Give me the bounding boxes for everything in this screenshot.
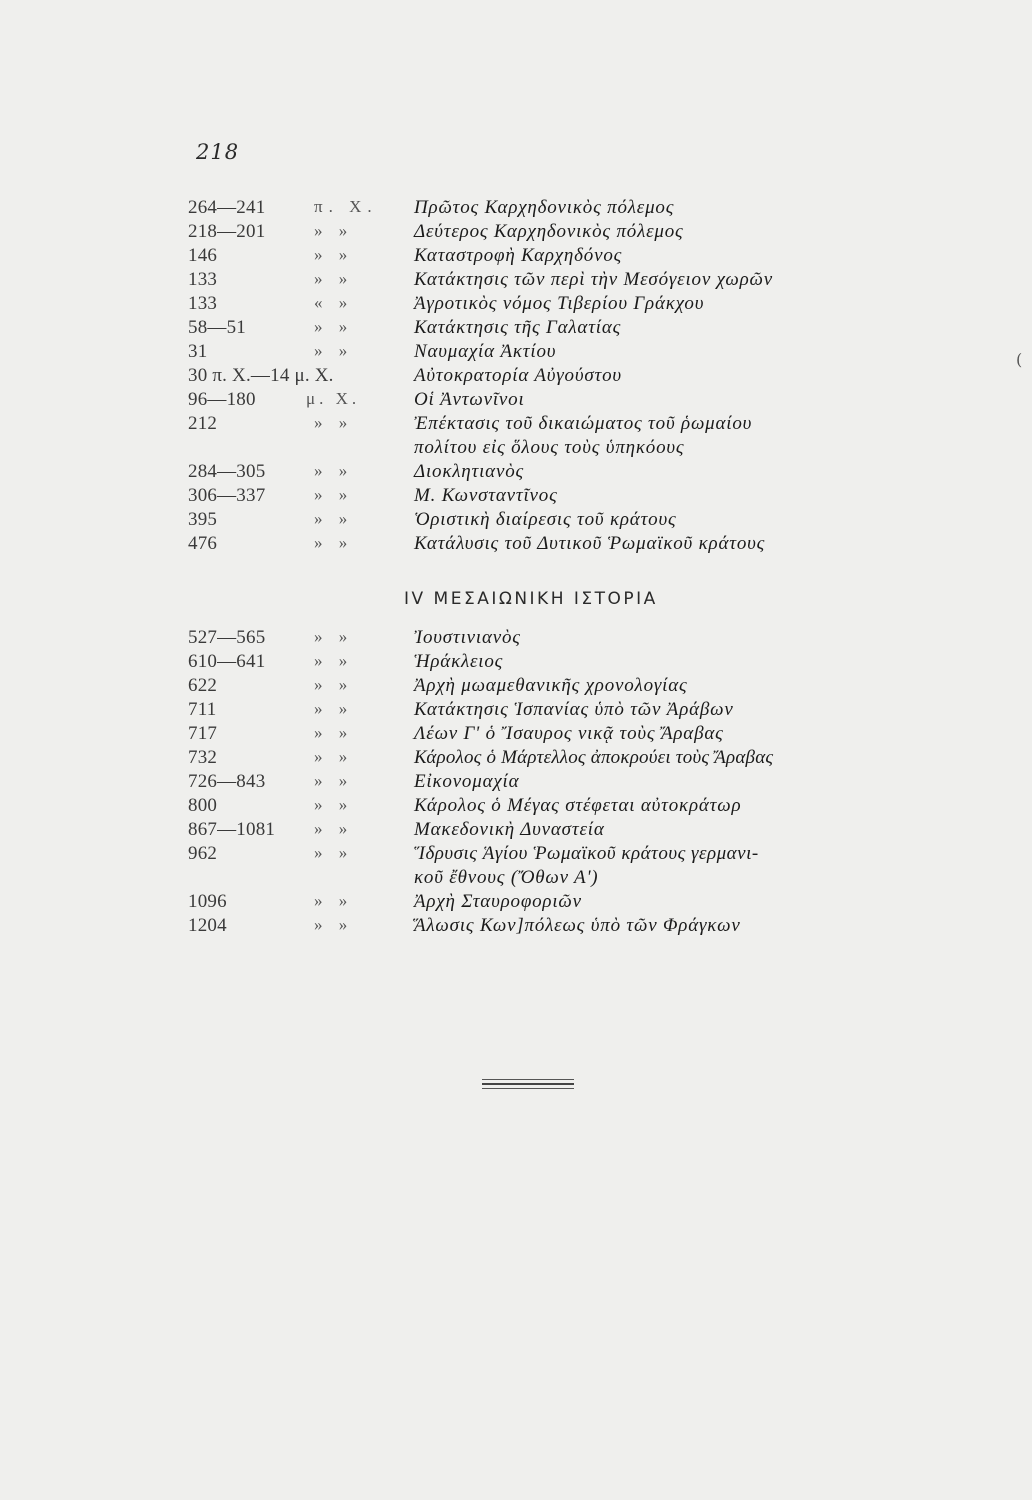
row-event: Ἐπέκτασις τοῦ δικαιώματος τοῦ ῥωμαίου — [414, 413, 753, 434]
row-era: » » — [314, 413, 354, 432]
row-date: 800 — [188, 795, 218, 816]
row-event: Κάρολος ὁ Μάρτελλος ἀποκρούει τοὺς Ἄραβας — [414, 747, 774, 768]
row-era: » » — [314, 819, 354, 838]
row-event: Κάρολος ὁ Μέγας στέφεται αὐτοκράτωρ — [414, 795, 742, 816]
chronology-row — [0, 843, 1032, 891]
row-event: Κατάκτησις τῶν περὶ τὴν Μεσόγειον χωρῶν — [414, 269, 773, 290]
chronology-row — [0, 485, 1032, 509]
row-era: » » — [314, 269, 354, 288]
row-era: μ. Χ. — [306, 389, 361, 408]
chronology-row — [0, 365, 1032, 389]
row-date: 610—641 — [188, 651, 266, 672]
row-date: 284—305 — [188, 461, 266, 482]
chronology-row — [0, 723, 1032, 747]
row-era: » » — [314, 221, 354, 240]
chronology-row — [0, 317, 1032, 341]
row-date: 31 — [188, 341, 208, 362]
chronology-row — [0, 389, 1032, 413]
row-event: Ἀρχὴ Σταυροφοριῶν — [414, 891, 582, 912]
row-era: » » — [314, 699, 354, 718]
row-era: » » — [314, 627, 354, 646]
row-event: Ἵδρυσις Ἁγίου Ῥωμαϊκοῦ κράτους γερμανι- — [414, 843, 759, 864]
row-era: » » — [314, 891, 354, 910]
chronology-row — [0, 915, 1032, 939]
row-event: Καταστροφὴ Καρχηδόνος — [414, 245, 623, 266]
row-date: 1204 — [188, 915, 227, 936]
row-event: Λέων Γ' ὁ Ἴσαυρος νικᾷ τοὺς Ἄραβας — [414, 723, 724, 744]
row-event: Εἰκονομαχία — [414, 771, 520, 792]
row-era: » » — [314, 795, 354, 814]
row-date: 962 — [188, 843, 218, 864]
chronology-row — [0, 699, 1032, 723]
row-date: 212 — [188, 413, 218, 434]
row-event: Κατάλυσις τοῦ Δυτικοῦ Ῥωμαϊκοῦ κράτους — [414, 533, 766, 554]
row-date: 732 — [188, 747, 218, 768]
row-date: 146 — [188, 245, 218, 266]
row-date: 711 — [188, 699, 217, 720]
chronology-row — [0, 461, 1032, 485]
row-era: « » — [314, 293, 354, 312]
row-event: Οἱ Ἀντωνῖνοι — [414, 389, 525, 410]
row-era: » » — [314, 509, 354, 528]
chronology-row — [0, 269, 1032, 293]
row-date: 264—241 — [188, 197, 266, 218]
row-era: » » — [314, 747, 354, 766]
row-era: » » — [314, 915, 354, 934]
row-date: 96—180 — [188, 389, 256, 410]
end-rule — [482, 1088, 574, 1089]
row-event: Ἀρχὴ μωαμεθανικῆς χρονολογίας — [414, 675, 688, 696]
row-date: 717 — [188, 723, 218, 744]
section-heading: IV ΜΕΣΑΙΩΝΙΚΗ ΙΣΤΟΡΙΑ — [404, 589, 658, 609]
chronology-row — [0, 891, 1032, 915]
chronology-row — [0, 819, 1032, 843]
row-event-continued: κοῦ ἔθνους (Ὄθων Α') — [414, 867, 599, 888]
chronology-row — [0, 627, 1032, 651]
row-date: 726—843 — [188, 771, 266, 792]
row-era: » » — [314, 771, 354, 790]
row-date: 476 — [188, 533, 218, 554]
chronology-row — [0, 293, 1032, 317]
row-era: » » — [314, 723, 354, 742]
row-event: Ἀγροτικὸς νόμος Τιβερίου Γράκχου — [414, 293, 705, 314]
row-date: 58—51 — [188, 317, 246, 338]
row-date: 133 — [188, 293, 218, 314]
chronology-row — [0, 509, 1032, 533]
row-era: » » — [314, 245, 354, 264]
row-date: 527—565 — [188, 627, 266, 648]
chronology-row — [0, 771, 1032, 795]
row-event: Ὁριστικὴ διαίρεσις τοῦ κράτους — [414, 509, 677, 530]
row-era: » » — [314, 675, 354, 694]
row-event-continued: πολίτου εἰς ὅλους τοὺς ὑπηκόους — [414, 437, 685, 458]
row-era: » » — [314, 651, 354, 670]
row-event: Διοκλητιανὸς — [414, 461, 524, 482]
chronology-row — [0, 197, 1032, 221]
row-era: π. Χ. — [314, 197, 378, 216]
row-date: 306—337 — [188, 485, 266, 506]
row-event: Κατάκτησις Ἱσπανίας ὑπὸ τῶν Ἀράβων — [414, 699, 734, 720]
chronology-row — [0, 533, 1032, 557]
row-date: 867—1081 — [188, 819, 276, 840]
row-era: » » — [314, 317, 354, 336]
row-era: » » — [314, 843, 354, 862]
row-event: Ἡράκλειος — [414, 651, 504, 672]
row-event: Μ. Κωνσταντῖνος — [414, 485, 558, 506]
row-era: » » — [314, 461, 354, 480]
row-event: Ναυμαχία Ἀκτίου — [414, 341, 557, 362]
row-date: 1096 — [188, 891, 227, 912]
row-event: Δεύτερος Καρχηδονικὸς πόλεμος — [414, 221, 684, 242]
chronology-row — [0, 341, 1032, 365]
chronology-row — [0, 795, 1032, 819]
row-event: Ἅλωσις Κων]πόλεως ὑπὸ τῶν Φράγκων — [414, 915, 741, 936]
end-rule — [482, 1079, 574, 1080]
row-era: » » — [314, 533, 354, 552]
row-date: 622 — [188, 675, 218, 696]
chronology-row — [0, 221, 1032, 245]
chronology-row — [0, 245, 1032, 269]
row-date: 218—201 — [188, 221, 266, 242]
row-event: Μακεδονικὴ Δυναστεία — [414, 819, 605, 840]
page-number: 218 — [196, 140, 240, 164]
chronology-row — [0, 413, 1032, 461]
chronology-row — [0, 651, 1032, 675]
row-date: 133 — [188, 269, 218, 290]
row-event: Πρῶτος Καρχηδονικὸς πόλεμος — [414, 197, 675, 218]
end-rule — [482, 1083, 574, 1085]
row-date: 395 — [188, 509, 218, 530]
row-era: » » — [314, 341, 354, 360]
row-event: Κατάκτησις τῆς Γαλατίας — [414, 317, 622, 338]
row-era: » » — [314, 485, 354, 504]
margin-mark: ( — [1016, 350, 1023, 369]
chronology-row — [0, 675, 1032, 699]
chronology-row — [0, 747, 1032, 771]
row-event: Αὐτοκρατορία Αὐγούστου — [414, 365, 622, 386]
row-date: 30 π. Χ.—14 μ. Χ. — [188, 365, 334, 386]
row-event: Ἰουστινιανὸς — [414, 627, 521, 648]
